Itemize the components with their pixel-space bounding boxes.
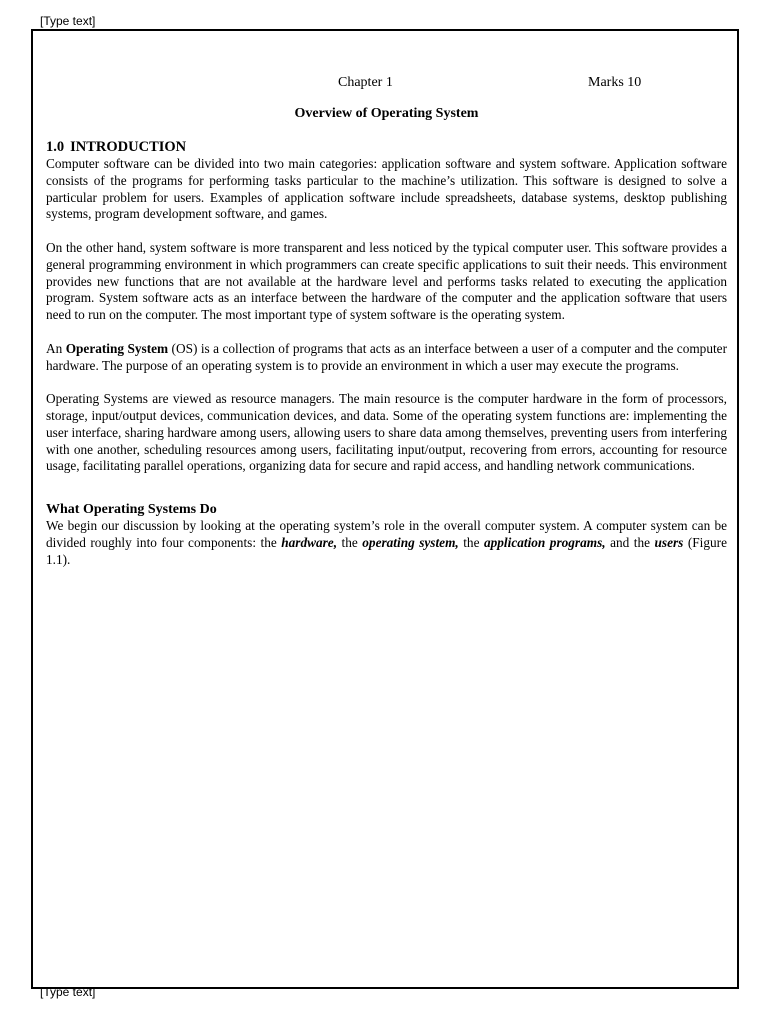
term-operating-system: operating system, — [362, 534, 459, 550]
wod-end: (Figure 1.1). — [46, 534, 727, 567]
intro-paragraph-3 — [46, 341, 727, 375]
p3-lead: An — [46, 340, 66, 356]
wod-the-1: the — [337, 534, 363, 550]
document-title: Overview of Operating System — [294, 106, 479, 121]
intro-heading — [46, 139, 727, 156]
what-os-do-heading: What Operating Systems Do — [46, 502, 217, 518]
what-os-do-paragraph — [46, 518, 727, 568]
page-footer: [Type text] — [40, 985, 96, 999]
marks-label: Marks 10 — [588, 75, 642, 90]
wod-the-2: the — [458, 534, 484, 550]
p3-rest: (OS) is a collection of programs that acts as an interface between a user of a computer and the computer hardware. The purpose of an operating system is to provide an environment in which a user may execute the programs. — [46, 340, 728, 373]
chapter-label: Chapter 1 — [338, 75, 393, 90]
section-number: 1.0 — [46, 139, 65, 155]
wod-and-the: and the — [605, 534, 655, 550]
document-body — [46, 75, 727, 569]
page-header: [Type text] — [40, 14, 96, 28]
intro-paragraph-2: On the other hand, system software is more transparent and less noticed by the typical computer user. This software provides a general programming environment in which programmers can create specific applications to suit their needs. This environment provides new functions that are not available at the hardware level and performs tasks related to executing the application program. System software acts as an interface between the hardware of the computer and the application software that users need to run on the computer. The most important type of system software is the operating system. — [46, 239, 727, 323]
chapter-line — [46, 75, 727, 93]
term-users: users — [654, 534, 684, 550]
section-title: INTRODUCTION — [70, 139, 187, 155]
term-application-programs: application programs, — [483, 534, 606, 550]
intro-paragraph-4: Operating Systems are viewed as resource managers. The main resource is the computer hardware in the form of processors, storage, input/output devices, communication devices, and data. Some of the operating system functions are: implementing the user interface, sharing hardware among users, allowing users to share data among themselves, preventing users from interfering with one another, scheduling resources among users, facilitating input/output, recovering from errors, accounting for resource usage, facilitating parallel operations, organizing data for secure and rapid access, and handling network communications. — [46, 391, 727, 474]
os-term: Operating System — [65, 340, 169, 356]
wod-start: We begin our discussion by looking at the operating system’s role in the overall computer system. A computer system can be divided roughly into four components: the — [46, 518, 727, 550]
term-hardware: hardware, — [281, 534, 338, 550]
intro-paragraph-1: Computer software can be divided into two main categories: application software and system software. Application software consists of the programs for performing tasks particular to the machine’s utilization. This software is designed to solve a particular problem for users. Examples of application software include spreadsheets, database systems, desktop publishing systems, program development software, and games. — [46, 156, 727, 222]
